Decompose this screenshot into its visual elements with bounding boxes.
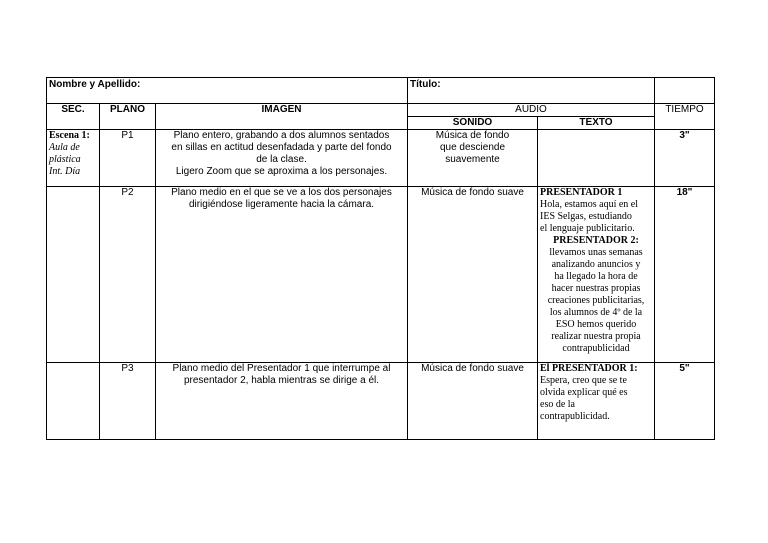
texto-line: ESO hemos querido [555,319,637,330]
table-row [47,187,715,363]
sonido-line: Música de fondo suave [421,187,524,198]
name-field[interactable] [47,78,408,104]
imagen-line: presentador 2, habla mientras se dirige a él. [183,375,380,386]
scene-line: Int. Día [49,166,81,177]
texto-line: realizar nuestra propia [551,331,641,342]
texto-line: hacer nuestras propias [551,283,641,294]
texto-line: IES Selgas, estudiando [540,211,632,222]
imagen-line: en sillas en actitud desenfadada y parte del fondo [171,142,392,153]
tiempo-cell: 5" [655,363,715,440]
presenter-heading: PRESENTADOR 1 [540,187,623,198]
imagen-line: de la clase. [256,154,307,165]
texto-line: Hola, estamos aquí en el [540,199,639,210]
name-label: Nombre y Apellido: [49,79,141,90]
sonido-cell [408,130,538,187]
scene-cell [47,363,100,440]
scene-cell [47,130,100,187]
sonido-line: Música de fondo suave [421,363,524,374]
texto-line: analizando anuncios y [551,259,641,270]
texto-line: olvida explicar qué es [540,387,628,398]
texto-line: el lenguaje publicitario. [540,223,635,234]
texto-cell [538,363,655,440]
texto-cell [538,130,655,187]
column-header-row [47,104,715,117]
col-texto: TEXTO [538,117,655,130]
imagen-line: Plano medio en el que se ve a los dos personajes [171,187,392,198]
col-audio: AUDIO [408,104,655,117]
col-sec: SEC. [47,104,100,130]
sonido-cell [408,187,538,363]
imagen-cell [156,130,408,187]
table-row [47,363,715,440]
scene-line: plástica [49,154,81,165]
texto-line: contrapublicidad [562,343,630,354]
tiempo-cell: 3" [655,130,715,187]
texto-line: Espera, creo que se te [540,375,627,386]
texto-line: ha llegado la hora de [554,271,638,282]
col-tiempo: TIEMPO [655,104,715,130]
header-empty-cell [655,78,715,104]
col-imagen: IMAGEN [156,104,408,130]
header-row [47,78,715,104]
texto-line: creaciones publicitarias, [547,295,645,306]
storyboard-table [46,77,715,440]
col-plano: PLANO [100,104,156,130]
presenter-heading: PRESENTADOR 2: [553,235,639,246]
texto-line: eso de la [540,399,575,410]
scene-cell [47,187,100,363]
plano-cell: P2 [100,187,156,363]
col-sonido: SONIDO [408,117,538,130]
table-row [47,130,715,187]
plano-cell: P1 [100,130,156,187]
scene-title: Escena 1: [49,130,90,141]
texto-line: los alumnos de 4º de la [549,307,643,318]
texto-line: llevamos unas semanas [549,247,643,258]
tiempo-cell: 18" [655,187,715,363]
title-field[interactable] [408,78,655,104]
scene-line: Aula de [49,142,80,153]
title-label: Título: [410,79,441,90]
plano-cell: P3 [100,363,156,440]
imagen-line: Plano entero, grabando a dos alumnos sentados [173,130,390,141]
sonido-line: Música de fondo [435,130,510,141]
imagen-cell [156,187,408,363]
texto-cell [538,187,655,363]
sonido-line: suavemente [445,154,500,165]
texto-line: contrapublicidad. [540,411,610,422]
imagen-line: Ligero Zoom que se aproxima a los personajes. [175,166,388,177]
imagen-line: dirigiéndose ligeramente hacia la cámara. [188,199,375,210]
imagen-line: Plano medio del Presentador 1 que interrumpe al [172,363,391,374]
sonido-line: que desciende [439,142,506,153]
imagen-cell [156,363,408,440]
presenter-heading: El PRESENTADOR 1: [540,363,638,374]
sonido-cell [408,363,538,440]
